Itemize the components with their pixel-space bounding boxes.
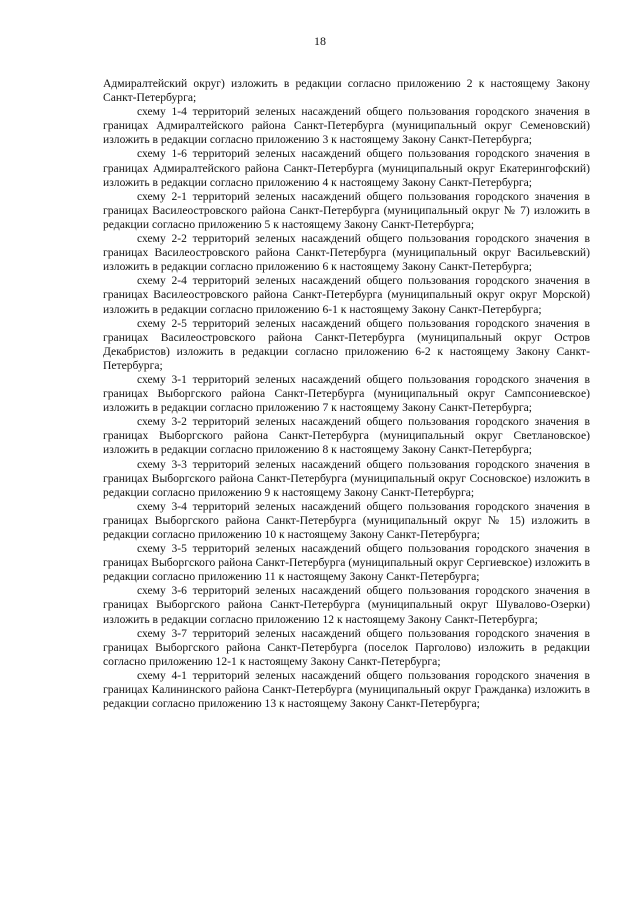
paragraph: схему 2-2 территорий зеленых насаждений общего пользования городского значения в границах Василеостровского района Санкт-Петербурга (муниципальный округ Васильевский) изложить в редакции согласно приложению 6 к настоящему Закону Санкт-Петербурга; <box>103 232 590 274</box>
paragraph: схему 1-6 территорий зеленых насаждений общего пользования городского значения в границах Адмиралтейского района Санкт-Петербурга (муниципальный округ Екатерингофский) изложить в редакции согласно приложению 4 к настоящему Закону Санкт-Петербурга; <box>103 147 590 189</box>
paragraph: схему 1-4 территорий зеленых насаждений общего пользования городского значения в границах Адмиралтейского района Санкт-Петербурга (муниципальный округ Семеновский) изложить в редакции согласно приложению 3 к настоящему Закону Санкт-Петербурга; <box>103 105 590 147</box>
paragraph: схему 3-3 территорий зеленых насаждений общего пользования городского значения в границах Выборгского района Санкт-Петербурга (муниципальный округ Сосновское) изложить в редакции согласно приложению 9 к настоящему Закону Санкт-Петербурга; <box>103 457 590 499</box>
paragraph: схему 3-6 территорий зеленых насаждений общего пользования городского значения в границах Выборгского района Санкт-Петербурга (муниципальный округ Шувалово-Озерки) изложить в редакции согласно приложению 12 к настоящему Закону Санкт-Петербурга; <box>103 584 590 626</box>
paragraph: схему 3-2 территорий зеленых насаждений общего пользования городского значения в границах Выборгского района Санкт-Петербурга (муниципальный округ Светлановское) изложить в редакции согласно приложению 8 к настоящему Закону Санкт-Петербурга; <box>103 415 590 457</box>
paragraph: схему 2-5 территорий зеленых насаждений общего пользования городского значения в границах Василеостровского района Санкт-Петербурга (муниципальный округ Остров Декабристов) изложить в редакции согласно приложению 6-2 к настоящему Закону Санкт-Петербурга; <box>103 316 590 372</box>
paragraph: схему 2-1 территорий зеленых насаждений общего пользования городского значения в границах Василеостровского района Санкт-Петербурга (муниципальный округ № 7) изложить в редакции согласно приложению 5 к настоящему Закону Санкт-Петербурга; <box>103 189 590 231</box>
paragraph: схему 3-4 территорий зеленых насаждений общего пользования городского значения в границах Выборгского района Санкт-Петербурга (муниципальный округ № 15) изложить в редакции согласно приложению 10 к настоящему Закону Санкт-Петербурга; <box>103 499 590 541</box>
paragraph: схему 2-4 территорий зеленых насаждений общего пользования городского значения в границах Василеостровского района Санкт-Петербурга (муниципальный округ округ Морской) изложить в редакции согласно приложению 6-1 к настоящему Закону Санкт-Петербурга; <box>103 274 590 316</box>
paragraph: схему 3-1 территорий зеленых насаждений общего пользования городского значения в границах Выборгского района Санкт-Петербурга (муниципальный округ Сампсониевское) изложить в редакции согласно приложению 7 к настоящему Закону Санкт-Петербурга; <box>103 372 590 415</box>
document-body <box>103 77 590 711</box>
paragraph: схему 3-7 территорий зеленых насаждений общего пользования городского значения в границах Выборгского района Санкт-Петербурга (поселок Парголово) изложить в редакции согласно приложению 12-1 к настоящему Закону Санкт-Петербурга; <box>103 626 590 668</box>
paragraph: схему 4-1 территорий зеленых насаждений общего пользования городского значения в границах Калининского района Санкт-Петербурга (муниципальный округ Гражданка) изложить в редакции согласно приложению 13 к настоящему Закону Санкт-Петербурга; <box>103 668 590 711</box>
paragraph: Адмиралтейский округ) изложить в редакции согласно приложению 2 к настоящему Закону Санкт-Петербурга; <box>103 77 590 105</box>
page-number: 18 <box>314 34 326 48</box>
paragraph: схему 3-5 территорий зеленых насаждений общего пользования городского значения в границах Выборгского района Санкт-Петербурга (муниципальный округ Сергиевское) изложить в редакции согласно приложению 11 к настоящему Закону Санкт-Петербурга; <box>103 542 590 584</box>
